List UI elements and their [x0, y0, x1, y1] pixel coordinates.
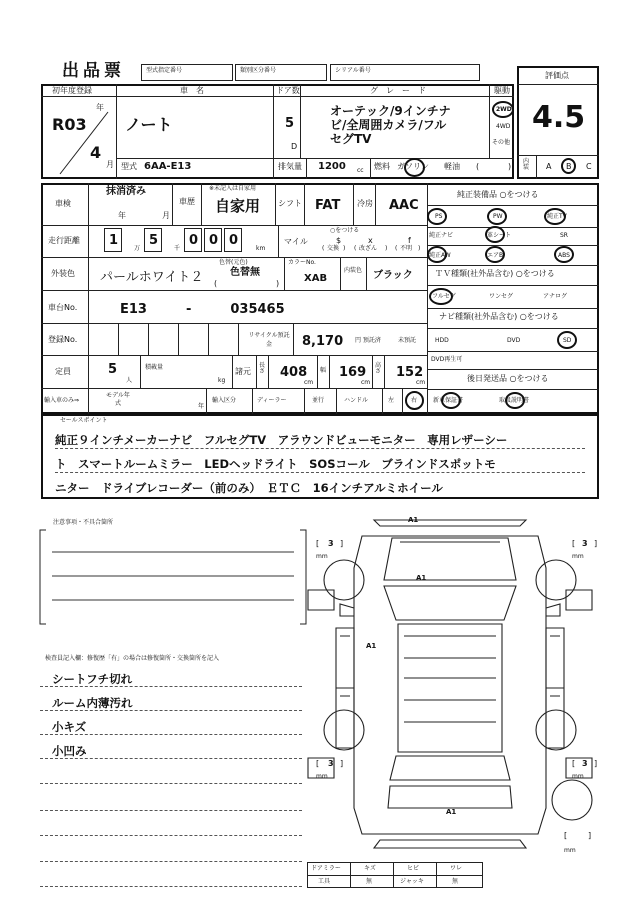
inspector-items: [52, 667, 133, 763]
mileage-digit: 1: [109, 233, 119, 248]
meter-modified: 改ざん: [359, 245, 378, 252]
equipment-panel: [427, 183, 599, 414]
meter-exchange: 交換: [327, 245, 340, 252]
inspector-item: ルーム内薄汚れ: [52, 696, 133, 710]
equip-abs: ABS: [558, 252, 570, 259]
later-manual-circle: [505, 392, 525, 409]
color-number: XAB: [304, 273, 328, 284]
tv-oneseg: ワンセグ: [489, 293, 514, 300]
doors-label: ドア数: [276, 86, 300, 95]
later-manual: 取扱説明書: [499, 397, 530, 404]
svg-text:[: [: [316, 539, 320, 548]
drive-4wd: 4WD: [496, 123, 511, 130]
katashiki-value: 6AA-E13: [144, 161, 192, 172]
svg-text:mm: mm: [572, 773, 584, 780]
recycle-fee: 8,170: [302, 334, 344, 349]
interior-grade-a: A: [546, 162, 552, 171]
sales-point-line: ト スマートルームミラー LEDヘッドライト SOSコール ブラインドスポットモ: [55, 457, 496, 471]
reg-month: 4: [90, 143, 102, 162]
mileage-digit: 5: [149, 233, 159, 248]
svg-text:]: ]: [340, 759, 344, 768]
drive-2wd-circle: [492, 101, 514, 118]
equip-tv-circle: [544, 208, 566, 225]
legend-value: 無: [452, 878, 459, 885]
later-warranty: 新車保証書: [433, 397, 464, 404]
svg-text:]: ]: [588, 831, 592, 840]
tread-fl: 3: [328, 539, 334, 548]
later-title: 後日発送品 ○をつける: [467, 374, 549, 383]
interior-color: ブラック: [373, 270, 413, 281]
equip-airbag: エアB: [487, 252, 504, 259]
class-number-field: 類別区分番号: [235, 64, 327, 81]
equip-abs-circle: [554, 246, 574, 263]
interior-label: 内装: [523, 158, 530, 171]
damage-mark-hood: A1: [416, 574, 427, 582]
equip-leather: 革シート: [487, 232, 512, 239]
legend-value: 工具: [318, 878, 331, 885]
chassis-number: E13 - 035465: [120, 302, 285, 317]
equip-pw-circle: [487, 208, 507, 225]
notes-bracket: [38, 524, 308, 630]
meter-unknown: 不明: [400, 245, 413, 252]
shift-value: FAT: [315, 198, 341, 213]
later-warranty-circle: [441, 392, 461, 409]
svg-text:mm: mm: [564, 847, 576, 854]
recycle-status: 未預託: [398, 337, 417, 344]
tv-title: ＴＶ種類(社外品含む) ○をつける: [435, 269, 555, 278]
equip-aw-circle: [427, 246, 447, 263]
legend-header: ワレ: [450, 865, 463, 872]
sales-point-label: セールスポイント: [60, 417, 108, 424]
navi-hdd: HDD: [435, 337, 449, 344]
interior-grade-b-circle: [561, 158, 576, 174]
mileage-digit: 0: [189, 233, 199, 248]
width-value: 169: [339, 365, 367, 380]
inspector-item: 小キズ: [52, 720, 87, 734]
doors-value: 5: [285, 116, 295, 131]
tv-analog: アナログ: [543, 293, 568, 300]
grade-value: オーテック/9インチナ ビ/全周囲カメラ/フル セグTV: [330, 104, 451, 146]
legend-value: ジャッキ: [400, 878, 424, 885]
fuel-gasoline: ガソリン: [397, 162, 429, 171]
dvd-playback: DVD再生可: [431, 356, 463, 363]
legend-header: ヒビ: [407, 865, 420, 872]
navi-sd-circle: [557, 331, 577, 349]
damage-mark-rear: A1: [446, 808, 457, 816]
repaint-value: 色替無: [230, 267, 260, 278]
drive-2wd: 2WD: [496, 106, 512, 113]
car-name: ノート: [125, 115, 173, 134]
legend-header: キズ: [364, 865, 376, 872]
inspector-note: 検査員記入欄：修復歴「有」の場合は修復箇所・交換箇所を記入: [45, 655, 220, 662]
tread-fr: 3: [582, 539, 588, 548]
fuel-gasoline-circle: [404, 158, 425, 177]
interior-grade-c: C: [586, 162, 592, 171]
equip-sr: SR: [560, 232, 568, 239]
tv-fullseg-circle: [429, 288, 453, 305]
capacity-value: 5: [108, 362, 118, 377]
legend-value: 無: [366, 878, 373, 885]
equip-navi: 純正ナビ: [429, 232, 454, 239]
equip-tv: 純正TV: [547, 213, 567, 220]
mileage-digit: 0: [229, 233, 239, 248]
fuel-diesel: 軽油: [444, 162, 460, 171]
navi-title: ナビ種類(社外品含む) ○をつける: [439, 312, 559, 321]
score-label: 評価点: [545, 71, 569, 80]
grade-label: グ レ ー ド: [370, 86, 426, 95]
sales-point-line: ニター ドライブレコーダー（前のみ） ＥＴＣ 16インチアルミホイール: [55, 481, 443, 495]
equipment-title: 純正装備品 ○をつける: [457, 190, 539, 199]
svg-text:[: [: [572, 759, 576, 768]
equip-ps: PS: [435, 213, 443, 220]
navi-dvd: DVD: [507, 337, 521, 344]
tread-rr: 3: [582, 759, 588, 768]
car-diagram: [300, 508, 605, 860]
damage-mark-front: A1: [408, 516, 419, 524]
notes-title: 注意事項・不具合箇所: [53, 519, 114, 526]
equip-aw: 純正AW: [429, 252, 451, 259]
svg-text:]: ]: [340, 539, 344, 548]
svg-text:mm: mm: [572, 553, 584, 560]
navi-sd: SD: [563, 337, 572, 344]
svg-text:[: [: [564, 831, 568, 840]
ac-value: AAC: [389, 198, 419, 213]
equip-airbag-circle: [485, 246, 505, 263]
height-value: 152: [396, 365, 424, 380]
drive-label: 駆動: [494, 86, 510, 95]
equip-ps-circle: [427, 208, 447, 225]
tv-fullseg: フルセグ: [432, 293, 456, 300]
length-value: 408: [280, 365, 308, 380]
tread-rl: 3: [328, 759, 334, 768]
handle-right-circle: [405, 391, 424, 410]
score-value: 4.5: [532, 100, 586, 135]
svg-text:mm: mm: [316, 553, 328, 560]
legend-header: ドアミラー: [311, 865, 341, 872]
inspector-item: シートフチ切れ: [52, 672, 133, 686]
interior-grade-b: B: [566, 162, 572, 171]
svg-text:]: ]: [594, 539, 598, 548]
car-name-label: 車 名: [180, 86, 204, 95]
shaken-value: 抹消済み: [106, 186, 146, 197]
handle-right: 右: [411, 397, 418, 404]
svg-text:]: ]: [594, 759, 598, 768]
mileage-digit: 0: [209, 233, 219, 248]
reg-year: R03: [52, 115, 87, 134]
first-reg-label: 初年度登録: [52, 86, 92, 95]
svg-text:[: [: [316, 759, 320, 768]
equip-pw: PW: [493, 213, 503, 220]
sales-points: [55, 428, 507, 500]
serial-number-field: シリアル番号: [330, 64, 480, 81]
drive-other: その他: [492, 139, 511, 146]
history-value: 自家用: [215, 197, 261, 215]
sales-point-line: 純正９インチメーカーナビ フルセグTV アラウンドビューモニター 専用レザーシー: [55, 433, 508, 447]
damage-mark-left: A1: [366, 642, 377, 650]
svg-text:mm: mm: [316, 773, 328, 780]
mile-label: マイル: [284, 237, 308, 246]
katashiki-number-field: 型式指定番号: [141, 64, 233, 81]
exterior-color: パールホワイト２: [100, 270, 204, 285]
svg-text:[: [: [572, 539, 576, 548]
page-title: 出品票: [62, 61, 125, 81]
equip-leather-circle: [485, 226, 505, 243]
inspector-item: 小凹み: [52, 744, 87, 758]
displacement-value: 1200: [318, 161, 346, 172]
